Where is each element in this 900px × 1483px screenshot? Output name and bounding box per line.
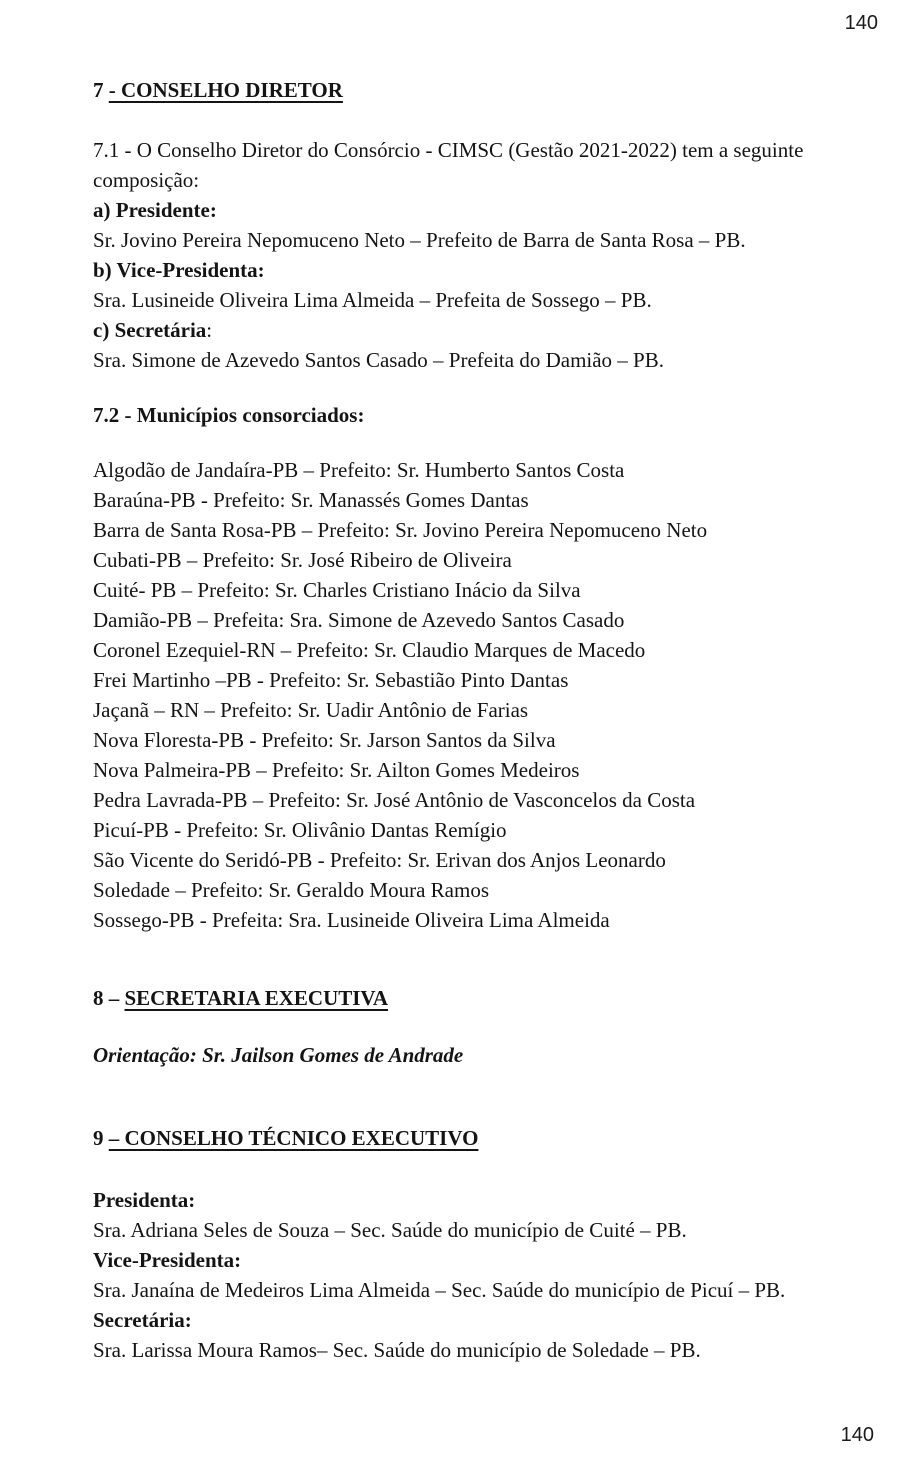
- municipality-list: [93, 455, 845, 935]
- officer-label-text: Vice-Presidenta:: [93, 1248, 242, 1272]
- municipality-item: Frei Martinho –PB - Prefeito: Sr. Sebastião Pinto Dantas: [93, 668, 569, 692]
- orientation-line: Orientação: Sr. Jailson Gomes de Andrade: [93, 1043, 464, 1067]
- officer-person: Sra. Lusineide Oliveira Lima Almeida – Prefeita de Sossego – PB.: [93, 288, 652, 312]
- officer-label-suffix: :: [206, 318, 213, 342]
- officer-person: Sra. Janaína de Medeiros Lima Almeida – Sec. Saúde do município de Picuí – PB.: [93, 1278, 786, 1302]
- section-7-heading: [93, 75, 845, 105]
- section-7-heading-number: 7: [93, 78, 109, 102]
- page-content: [93, 0, 845, 1365]
- municipality-item: Coronel Ezequiel-RN – Prefeito: Sr. Claudio Marques de Macedo: [93, 638, 646, 662]
- municipality-item: Soledade – Prefeito: Sr. Geraldo Moura Ramos: [93, 878, 490, 902]
- municipality-item: Barra de Santa Rosa-PB – Prefeito: Sr. Jovino Pereira Nepomuceno Neto: [93, 518, 708, 542]
- section-8-heading: [93, 983, 845, 1013]
- officer-label: [93, 195, 845, 225]
- officer-person: Sra. Larissa Moura Ramos– Sec. Saúde do município de Soledade – PB.: [93, 1338, 701, 1362]
- officer-label-text: b) Vice-Presidenta:: [93, 258, 265, 282]
- section-9-heading-number: 9: [93, 1126, 109, 1150]
- officer-label-text: Secretária:: [93, 1308, 192, 1332]
- section-7-1-block: [93, 135, 845, 375]
- officer-label-text: a) Presidente:: [93, 198, 217, 222]
- officer-label-text: Presidenta:: [93, 1188, 196, 1212]
- officer-label: [93, 1185, 845, 1215]
- municipality-item: Damião-PB – Prefeita: Sra. Simone de Azevedo Santos Casado: [93, 608, 625, 632]
- page-number-bottom: 140: [840, 1424, 874, 1446]
- page-number-top: 140: [844, 12, 878, 34]
- municipality-item: Cubati-PB – Prefeito: Sr. José Ribeiro de Oliveira: [93, 548, 512, 572]
- section-8-heading-number: 8 –: [93, 986, 125, 1010]
- officer-label: [93, 315, 845, 345]
- municipality-item: Jaçanã – RN – Prefeito: Sr. Uadir Antônio de Farias: [93, 698, 529, 722]
- section-9-heading-title: – CONSELHO TÉCNICO EXECUTIVO: [108, 1126, 479, 1150]
- officer-label: [93, 255, 845, 285]
- officer-label: [93, 1245, 845, 1275]
- officer-person: Sr. Jovino Pereira Nepomuceno Neto – Prefeito de Barra de Santa Rosa – PB.: [93, 228, 746, 252]
- section-8-heading-title: SECRETARIA EXECUTIVA: [124, 986, 389, 1010]
- officer-person: Sra. Simone de Azevedo Santos Casado – Prefeita do Damião – PB.: [93, 348, 664, 372]
- officer-label-text: c) Secretária: [93, 318, 207, 342]
- section-7-1-intro-line2: composição:: [93, 168, 200, 192]
- municipality-item: Nova Palmeira-PB – Prefeito: Sr. Ailton Gomes Medeiros: [93, 758, 580, 782]
- municipality-item: Baraúna-PB - Prefeito: Sr. Manassés Gomes Dantas: [93, 488, 529, 512]
- municipality-item: Sossego-PB - Prefeita: Sra. Lusineide Oliveira Lima Almeida: [93, 908, 610, 932]
- municipality-item: Pedra Lavrada-PB – Prefeito: Sr. José Antônio de Vasconcelos da Costa: [93, 788, 696, 812]
- municipality-item: Picuí-PB - Prefeito: Sr. Olivânio Dantas Remígio: [93, 818, 507, 842]
- municipality-item: Algodão de Jandaíra-PB – Prefeito: Sr. Humberto Santos Costa: [93, 458, 625, 482]
- section-7-2-heading: 7.2 - Municípios consorciados:: [93, 403, 365, 427]
- section-9-heading: [93, 1123, 845, 1153]
- section-9-officers: [93, 1185, 845, 1365]
- section-7-1-intro-line1: 7.1 - O Conselho Diretor do Consórcio - CIMSC (Gestão 2021-2022) tem a seguinte: [93, 138, 804, 162]
- municipality-item: São Vicente do Seridó-PB - Prefeito: Sr. Erivan dos Anjos Leonardo: [93, 848, 666, 872]
- officer-person: Sra. Adriana Seles de Souza – Sec. Saúde do município de Cuité – PB.: [93, 1218, 687, 1242]
- municipality-item: Nova Floresta-PB - Prefeito: Sr. Jarson Santos da Silva: [93, 728, 556, 752]
- section-7-heading-title: - CONSELHO DIRETOR: [108, 78, 343, 102]
- municipality-item: Cuité- PB – Prefeito: Sr. Charles Cristiano Inácio da Silva: [93, 578, 581, 602]
- officer-label: [93, 1305, 845, 1335]
